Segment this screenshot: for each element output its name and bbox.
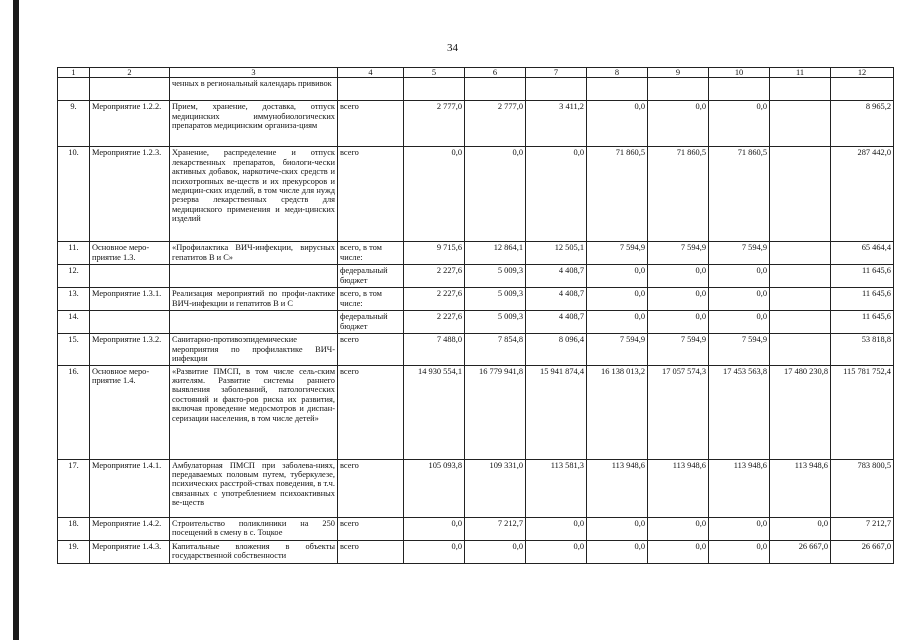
value-cell: 0,0 — [709, 517, 770, 540]
row-number: 17. — [58, 459, 90, 517]
row-number: 14. — [58, 311, 90, 334]
value-cell: 113 581,3 — [526, 459, 587, 517]
value-cell: 2 227,6 — [404, 288, 465, 311]
row-name: Мероприятие 1.4.1. — [90, 459, 170, 517]
row-description — [170, 311, 338, 334]
value-cell — [770, 242, 831, 265]
value-cell: 17 453 563,8 — [709, 365, 770, 459]
scan-left-edge — [13, 0, 19, 640]
row-funding-source: всего — [338, 365, 404, 459]
value-cell: 16 138 013,2 — [587, 365, 648, 459]
value-cell: 0,0 — [648, 540, 709, 563]
col-header: 2 — [90, 68, 170, 78]
col-header: 5 — [404, 68, 465, 78]
table-row — [58, 517, 894, 540]
value-cell: 26 667,0 — [770, 540, 831, 563]
row-funding-source: федеральный бюджет — [338, 265, 404, 288]
value-cell: 12 505,1 — [526, 242, 587, 265]
table-row-continuation — [58, 78, 894, 101]
value-cell: 7 212,7 — [831, 517, 894, 540]
row-funding-source: всего — [338, 540, 404, 563]
table-row — [58, 311, 894, 334]
value-cell: 0,0 — [709, 540, 770, 563]
table-body — [58, 101, 894, 563]
row-name: Мероприятие 1.2.3. — [90, 147, 170, 242]
col-header: 12 — [831, 68, 894, 78]
row-number: 15. — [58, 334, 90, 365]
row-description: «Развитие ПМСП, в том числе сель-ским жителям. Развитие системы раннего выявления заболеваний, патологических состояний и факто-ров риска их развития, включая проведение медосмотров и диспан-серизации населения, в том числе детей» — [170, 365, 338, 459]
value-cell: 4 408,7 — [526, 288, 587, 311]
value-cell: 65 464,4 — [831, 242, 894, 265]
value-cell: 4 408,7 — [526, 265, 587, 288]
value-cell: 0,0 — [648, 101, 709, 147]
value-cell: 7 594,9 — [648, 334, 709, 365]
value-cell: 5 009,3 — [465, 288, 526, 311]
value-cell: 7 212,7 — [465, 517, 526, 540]
value-cell: 7 594,9 — [587, 334, 648, 365]
value-cell — [770, 265, 831, 288]
value-cell: 0,0 — [587, 311, 648, 334]
row-description: «Профилактика ВИЧ-инфекции, вирусных гепатитов В и С» — [170, 242, 338, 265]
row-number: 9. — [58, 101, 90, 147]
table-row — [58, 540, 894, 563]
row-name: Мероприятие 1.3.1. — [90, 288, 170, 311]
row-number: 11. — [58, 242, 90, 265]
value-cell: 287 442,0 — [831, 147, 894, 242]
row-number: 18. — [58, 517, 90, 540]
value-cell: 71 860,5 — [587, 147, 648, 242]
table-row — [58, 365, 894, 459]
value-cell: 53 818,8 — [831, 334, 894, 365]
row-funding-source: всего, в том числе: — [338, 288, 404, 311]
row-description: Капитальные вложения в объекты государственной собственности — [170, 540, 338, 563]
value-cell: 115 781 752,4 — [831, 365, 894, 459]
value-cell: 8 965,2 — [831, 101, 894, 147]
value-cell: 0,0 — [587, 101, 648, 147]
row-number: 16. — [58, 365, 90, 459]
col-header: 6 — [465, 68, 526, 78]
value-cell: 7 594,9 — [587, 242, 648, 265]
value-cell: 113 948,6 — [770, 459, 831, 517]
row-funding-source: федеральный бюджет — [338, 311, 404, 334]
value-cell: 0,0 — [526, 540, 587, 563]
value-cell: 17 480 230,8 — [770, 365, 831, 459]
col-header: 10 — [709, 68, 770, 78]
value-cell: 0,0 — [709, 101, 770, 147]
value-cell — [770, 311, 831, 334]
value-cell: 7 488,0 — [404, 334, 465, 365]
value-cell: 5 009,3 — [465, 311, 526, 334]
row-description: Реализация мероприятий по профи-лактике ВИЧ-инфекции и гепатитов В и С — [170, 288, 338, 311]
row-name: Мероприятие 1.3.2. — [90, 334, 170, 365]
table-row — [58, 459, 894, 517]
value-cell — [770, 101, 831, 147]
row-number: 10. — [58, 147, 90, 242]
value-cell: 17 057 574,3 — [648, 365, 709, 459]
value-cell: 0,0 — [526, 147, 587, 242]
value-cell: 7 594,9 — [709, 242, 770, 265]
value-cell: 2 227,6 — [404, 265, 465, 288]
value-cell: 0,0 — [587, 288, 648, 311]
value-cell: 14 930 554,1 — [404, 365, 465, 459]
value-cell: 3 411,2 — [526, 101, 587, 147]
row-number: 19. — [58, 540, 90, 563]
value-cell: 0,0 — [648, 265, 709, 288]
col-header: 1 — [58, 68, 90, 78]
value-cell: 0,0 — [648, 288, 709, 311]
value-cell: 11 645,6 — [831, 311, 894, 334]
value-cell: 7 854,8 — [465, 334, 526, 365]
row-funding-source: всего — [338, 459, 404, 517]
value-cell: 16 779 941,8 — [465, 365, 526, 459]
row-description: Хранение, распределение и отпуск лекарственных препаратов, биологи-чески активных добавок, наркотиче-ских средств и психотропных ве-ществ и их прекурсоров и медицин-ских изделий, в том числе для нужд резерва лекарственных средств для медицинского применения и меди-цинских изделий — [170, 147, 338, 242]
col-header: 3 — [170, 68, 338, 78]
value-cell: 12 864,1 — [465, 242, 526, 265]
table-row — [58, 147, 894, 242]
value-cell: 9 715,6 — [404, 242, 465, 265]
value-cell: 8 096,4 — [526, 334, 587, 365]
col-header: 11 — [770, 68, 831, 78]
value-cell: 71 860,5 — [648, 147, 709, 242]
budget-table — [57, 67, 894, 564]
value-cell — [770, 147, 831, 242]
row-name — [90, 265, 170, 288]
column-numbers-row — [58, 68, 894, 78]
row-name: Основное меро-приятие 1.4. — [90, 365, 170, 459]
value-cell — [770, 288, 831, 311]
value-cell: 11 645,6 — [831, 288, 894, 311]
value-cell: 0,0 — [770, 517, 831, 540]
row-name: Мероприятие 1.4.3. — [90, 540, 170, 563]
value-cell: 4 408,7 — [526, 311, 587, 334]
row-name — [90, 311, 170, 334]
value-cell: 26 667,0 — [831, 540, 894, 563]
value-cell: 7 594,9 — [648, 242, 709, 265]
row-description: Санитарно-противоэпидемические мероприятия по профилактике ВИЧ-инфекции — [170, 334, 338, 365]
value-cell: 0,0 — [465, 147, 526, 242]
value-cell: 0,0 — [404, 517, 465, 540]
value-cell: 11 645,6 — [831, 265, 894, 288]
row-number: 12. — [58, 265, 90, 288]
value-cell: 0,0 — [465, 540, 526, 563]
value-cell: 113 948,6 — [587, 459, 648, 517]
value-cell: 7 594,9 — [709, 334, 770, 365]
page-number: 34 — [447, 42, 458, 54]
row-description: Строительство поликлиники на 250 посещений в смену в с. Тоцкое — [170, 517, 338, 540]
continuation-text: ченных в региональный календарь прививок — [170, 78, 338, 101]
row-funding-source: всего — [338, 334, 404, 365]
row-funding-source: всего — [338, 517, 404, 540]
value-cell: 0,0 — [709, 265, 770, 288]
value-cell: 71 860,5 — [709, 147, 770, 242]
row-name: Основное меро-приятие 1.3. — [90, 242, 170, 265]
value-cell: 109 331,0 — [465, 459, 526, 517]
row-name: Мероприятие 1.2.2. — [90, 101, 170, 147]
value-cell: 0,0 — [709, 311, 770, 334]
value-cell: 0,0 — [709, 288, 770, 311]
row-number: 13. — [58, 288, 90, 311]
value-cell: 2 227,6 — [404, 311, 465, 334]
table-row — [58, 242, 894, 265]
value-cell: 0,0 — [404, 540, 465, 563]
row-description — [170, 265, 338, 288]
value-cell: 783 800,5 — [831, 459, 894, 517]
table-row — [58, 288, 894, 311]
value-cell — [770, 334, 831, 365]
value-cell: 105 093,8 — [404, 459, 465, 517]
value-cell: 2 777,0 — [465, 101, 526, 147]
value-cell: 113 948,6 — [648, 459, 709, 517]
col-header: 9 — [648, 68, 709, 78]
row-name: Мероприятие 1.4.2. — [90, 517, 170, 540]
value-cell: 0,0 — [587, 540, 648, 563]
value-cell: 0,0 — [587, 265, 648, 288]
col-header: 4 — [338, 68, 404, 78]
row-funding-source: всего, в том числе: — [338, 242, 404, 265]
table-row — [58, 265, 894, 288]
table-row — [58, 334, 894, 365]
value-cell: 0,0 — [526, 517, 587, 540]
table-row — [58, 101, 894, 147]
value-cell: 0,0 — [587, 517, 648, 540]
value-cell: 15 941 874,4 — [526, 365, 587, 459]
value-cell: 113 948,6 — [709, 459, 770, 517]
value-cell: 5 009,3 — [465, 265, 526, 288]
row-description: Амбулаторная ПМСП при заболева-ниях, передаваемых половым путем, туберкулезе, психических расстрой-ствах поведения, в т.ч. связанных с употреблением психоактивных ве-ществ — [170, 459, 338, 517]
value-cell: 0,0 — [648, 311, 709, 334]
value-cell: 2 777,0 — [404, 101, 465, 147]
col-header: 8 — [587, 68, 648, 78]
row-funding-source: всего — [338, 101, 404, 147]
value-cell: 0,0 — [648, 517, 709, 540]
value-cell: 0,0 — [404, 147, 465, 242]
col-header: 7 — [526, 68, 587, 78]
row-funding-source: всего — [338, 147, 404, 242]
row-description: Прием, хранение, доставка, отпуск медицинских иммунобиологических препаратов медицинским организа-циям — [170, 101, 338, 147]
